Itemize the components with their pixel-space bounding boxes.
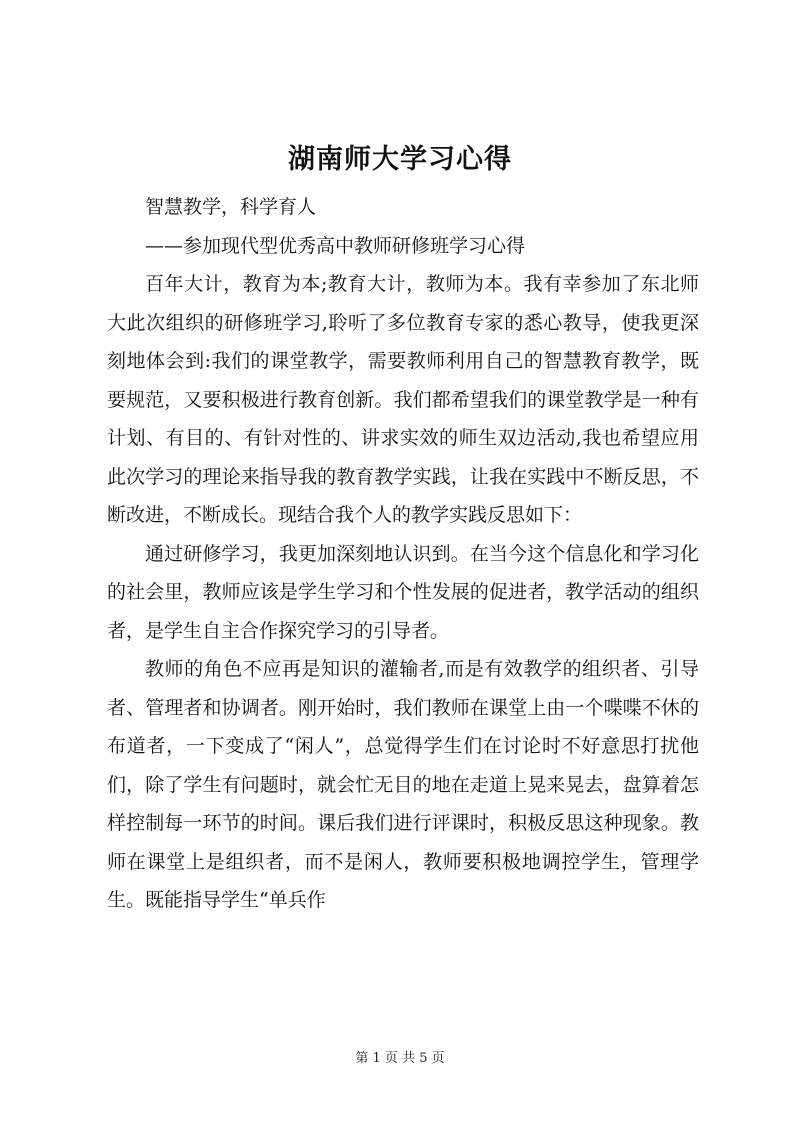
subtitle: 智慧教学，科学育人 bbox=[145, 196, 317, 218]
paragraph-2: 通过研修学习，我更加深刻地认识到。在当今这个信息化和学习化的社会里，教师应该是学生学习和个性发展的促进者，教学活动的组织者，是学生自主合作探究学习的引导者。 bbox=[107, 542, 699, 642]
page-number-footer: 第 1 页 共 5 页 bbox=[355, 1051, 445, 1066]
paragraph-3: 教师的角色不应再是知识的灌输者,而是有效教学的组织者、引导者、管理者和协调者。刚开始时，我们教师在课堂上由一个喋喋不休的布道者，一下变成了“闲人”，总觉得学生们在讨论时不好意思打扰他们，除了学生有问题时，就会忙无目的地在走道上晃来晃去，盘算着怎样控制每一环节的时间。课后我们进行评课时，积极反思这种现象。教师在课堂上是组织者，而不是闲人，教师要积极地调控学生，管理学生。既能指导学生“单兵作 bbox=[107, 658, 699, 911]
subheading: ——参加现代型优秀高中教师研修班学习心得 bbox=[145, 234, 526, 257]
paragraph-1: 百年大计，教育为本;教育大计，教师为本。我有幸参加了东北师大此次组织的研修班学习,聆听了多位教育专家的悉心教导，使我更深刻地体会到:我们的课堂教学，需要教师利用自己的智慧教育教学，既要规范，又要积极进行教育创新。我们都希望我们的课堂教学是一种有计划、有目的、有针对性的、讲求实效的师生双边活动,我也希望应用此次学习的理论来指导我的教育教学实践，让我在实践中不断反思，不断改进，不断成长。现结合我个人的教学实践反思如下： bbox=[107, 273, 699, 526]
document-title: 湖南师大学习心得 bbox=[288, 144, 512, 175]
document-body bbox=[107, 188, 699, 920]
